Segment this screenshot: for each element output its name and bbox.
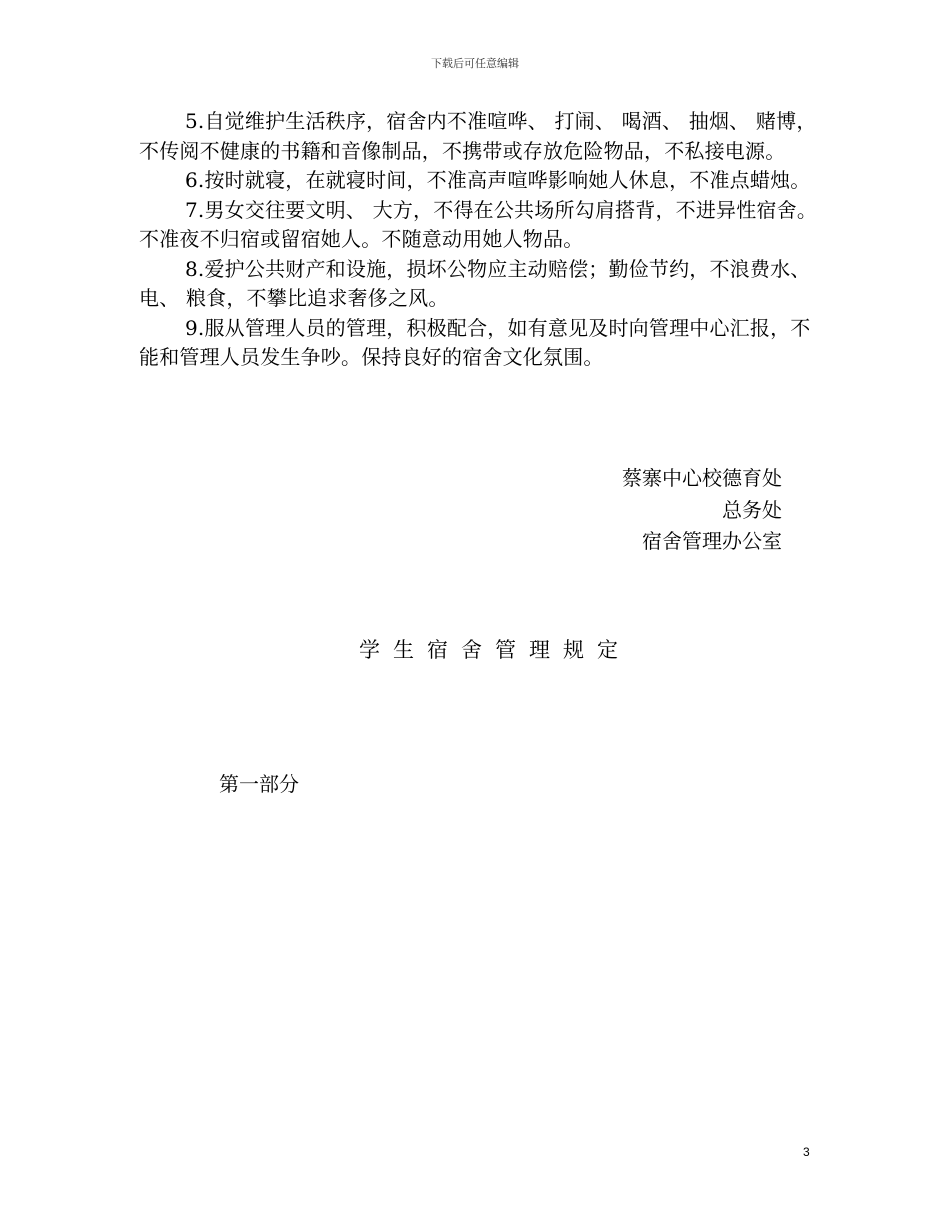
rule-text: 自觉维护生活秩序，宿舍内不准喧哗、 打闹、 喝酒、 抽烟、 赌博，不传阅不健康的书籍和音像制品，不携带或存放危险物品，不私接电源。 [139,109,817,163]
rule-item-5 [139,107,829,166]
signature-line-2: 总务处 [722,497,782,522]
signature-block [622,463,782,558]
rule-item-6 [139,166,829,196]
section-label: 第一部分 [219,772,299,796]
rule-text: 按时就寝，在就寝时间，不准高声喧哗影响她人休息，不准点蜡烛。 [204,168,811,192]
rule-number: 8. [185,256,205,281]
rules-list [139,107,829,373]
rule-number: 7. [185,197,205,222]
signature-line-1: 蔡寨中心校德育处 [622,466,782,490]
rule-number: 6. [185,168,205,192]
rule-text: 男女交往要文明、 大方，不得在公共场所勾肩搭背，不进异性宿舍。不准夜不归宿或留宿她人。不随意动用她人物品。 [139,197,818,251]
header-note: 下载后可任意编辑 [431,57,519,70]
rule-item-8 [139,255,829,314]
page-number: 3 [803,1145,810,1159]
rule-number: 5. [185,109,205,133]
document-title: 学生宿舍管理规定 [359,638,631,662]
rule-item-9 [139,314,829,373]
rule-text: 服从管理人员的管理，积极配合，如有意见及时向管理中心汇报，不能和管理人员发生争吵。保持良好的宿舍文化氛围。 [139,315,811,369]
signature-line-3: 宿舍管理办公室 [642,529,782,553]
rule-item-7 [139,196,829,255]
rule-number: 9. [185,315,205,340]
rule-text: 爱护公共财产和设施，损坏公物应主动赔偿；勤俭节约，不浪费水、 电、 粮食，不攀比追求奢侈之风。 [139,256,811,310]
